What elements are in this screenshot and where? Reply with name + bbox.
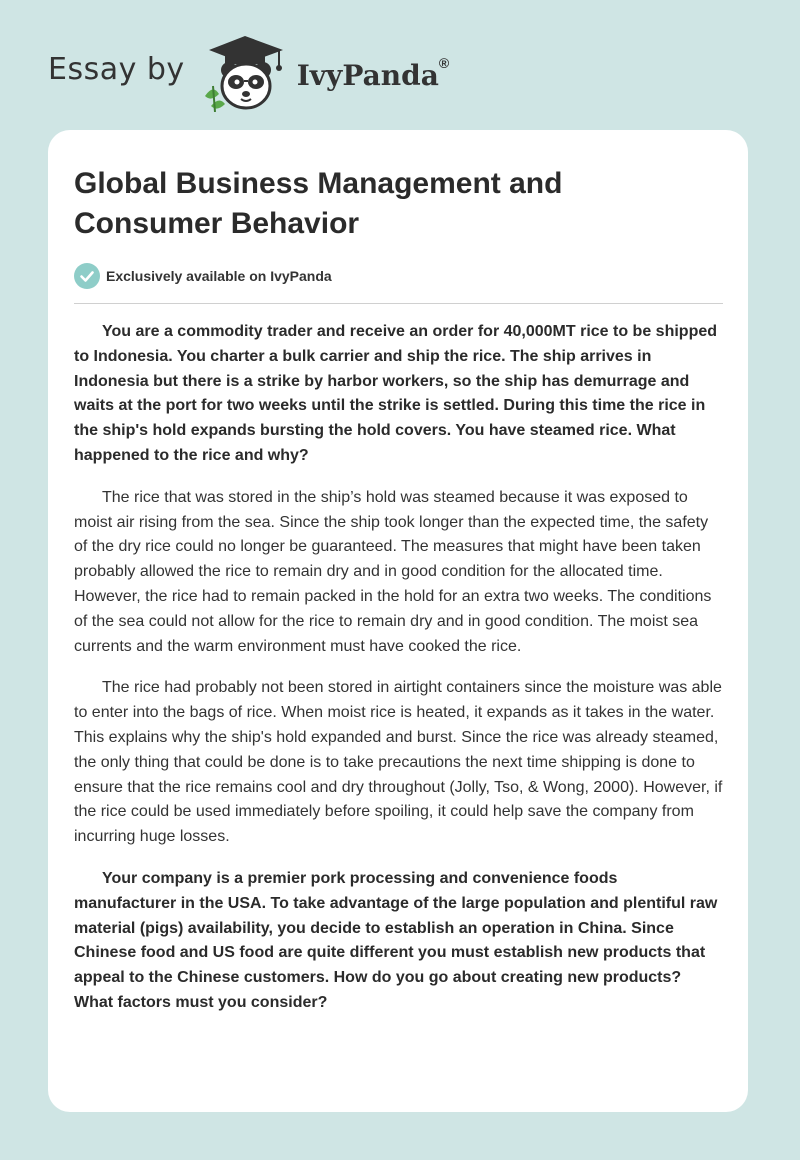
brand-name[interactable]: IvyPanda® [296,54,450,92]
site-header [48,32,449,112]
question-paragraph: You are a commodity trader and receive an order for 40,000MT rice to be shipped to Indonesia. You charter a bulk carrier and ship the rice. The ship arrives in Indonesia but there is a strike by harbor workers, so the ship has demurrage and waits at the port for two weeks until the strike is settled. During this time the rice in the ship's hold expands bursting the hold covers. You have steamed rice. What happened to the rice and why? [74,323,718,464]
essay-body [74,320,724,1033]
essay-title: Global Business Management and Consumer Behavior [74,167,563,240]
panda-logo-icon [199,32,291,112]
check-circle-icon [74,263,100,289]
essay-card [48,130,748,1112]
exclusive-label: Exclusively available on IvyPanda [106,268,332,284]
question-paragraph: Your company is a premier pork processing and convenience foods manufacturer in the USA. To take advantage of the large population and plentiful raw material (pigs) availability, you decide to establish an operation in China. Since Chinese food and US food are quite different you must establish new products that appeal to the Chinese customers. How do you go about creating new products? What factors must you consider? [74,869,718,1011]
essay-by-label: Essay by [48,51,185,87]
divider [74,303,723,304]
registered-mark: ® [438,54,450,71]
answer-paragraph: The rice had probably not been stored in airtight containers since the moisture was able to enter into the bags of rice. When moist rice is heated, it expands as it takes in the water. This explains why the ship's hold expanded and burst. Since the rice was already steamed, the only thing that could be done is to take precautions the next time shipping is done to ensure that the rice remains cool and dry throughout (Jolly, Tso, & Wong, 2000). However, if the rice could be used immediately before spoiling, it could help save the company from incurring huge losses. [74,679,723,846]
answer-paragraph: The rice that was stored in the ship’s hold was steamed because it was exposed to moist air rising from the sea. Since the ship took longer than the expected time, the safety of the dry rice could no longer be guaranteed. The measures that might have been taken probably allowed the rice to remain dry and in good condition for the allocated time. However, the rice had to remain packed in the hold for an extra two weeks. The conditions of the sea could not allow for the rice to remain dry and in good condition. The moist sea currents and the warm environment must have cooked the rice. [74,488,712,655]
exclusive-badge [74,263,332,289]
